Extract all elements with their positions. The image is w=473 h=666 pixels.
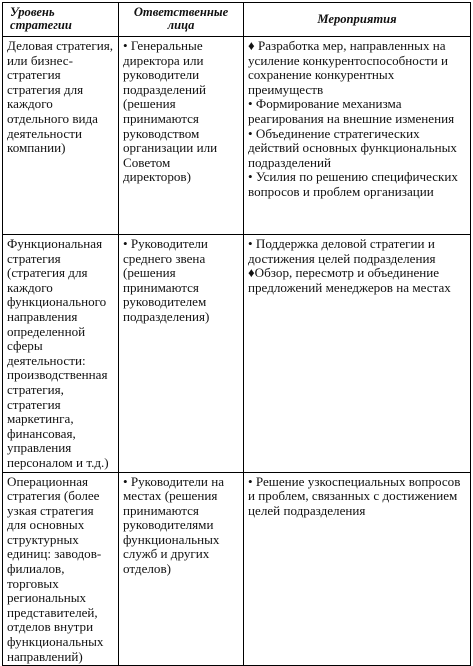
cell-strategy-level: Деловая стратегия, или бизнес-стратегия стратегия для каждого отдельного вида деятельности компании)	[3, 37, 119, 235]
cell-activities	[244, 472, 471, 666]
activity-item: • Поддержка деловой стратегии и достижения целей подразделения	[248, 236, 436, 266]
header-strategy-level: Уровень стратегии	[3, 3, 119, 37]
table-body	[3, 37, 471, 666]
activity-item: • Усилия по решению специфических вопросов и проблем организации	[248, 169, 458, 199]
cell-strategy-level: Функциональная стратегия (стратегия для каждого функционального направления определенной сферы деятельности: производственная стратегия, стратегия маркетинга, финансовая, управления персоналом и т.д.)	[3, 235, 119, 473]
activity-item: ♦ Разработка мер, направленных на усиление конкурентоспособности и сохранение конкурентных преимуществ	[248, 38, 448, 97]
strategy-table	[2, 2, 471, 666]
activity-item: ♦Обзор, пересмотр и объединение предложений менеджеров на местах	[248, 265, 451, 295]
header-row	[3, 3, 471, 37]
cell-responsible: • Руководители на местах (решения принимаются руководителями функциональных служб и других отделов)	[119, 472, 244, 666]
header-activities: Мероприятия	[244, 3, 471, 37]
cell-responsible: • Генеральные директора или руководители подразделений (решения принимаются руководством организации или Советом директоров)	[119, 37, 244, 235]
table-header	[3, 3, 471, 37]
header-responsible: Ответственные лица	[119, 3, 244, 37]
table-row	[3, 235, 471, 473]
cell-activities	[244, 235, 471, 473]
table-row	[3, 37, 471, 235]
table-row	[3, 472, 471, 666]
cell-strategy-level: Операционная стратегия (более узкая стратегия для основных структурных единиц: заводов-филиалов, торговых региональных представителей, отделов внутри функциональных направлений)	[3, 472, 119, 666]
cell-responsible: • Руководители среднего звена (решения принимаются руководителем подразделения)	[119, 235, 244, 473]
activity-item: • Формирование механизма реагирования на внешние изменения	[248, 96, 455, 126]
cell-activities	[244, 37, 471, 235]
activity-item: • Решение узкоспециальных вопросов и проблем, связанных с достижением целей подразделения	[248, 473, 461, 518]
activity-item: • Объединение стратегических действий основных функциональных подразделений	[248, 125, 457, 170]
